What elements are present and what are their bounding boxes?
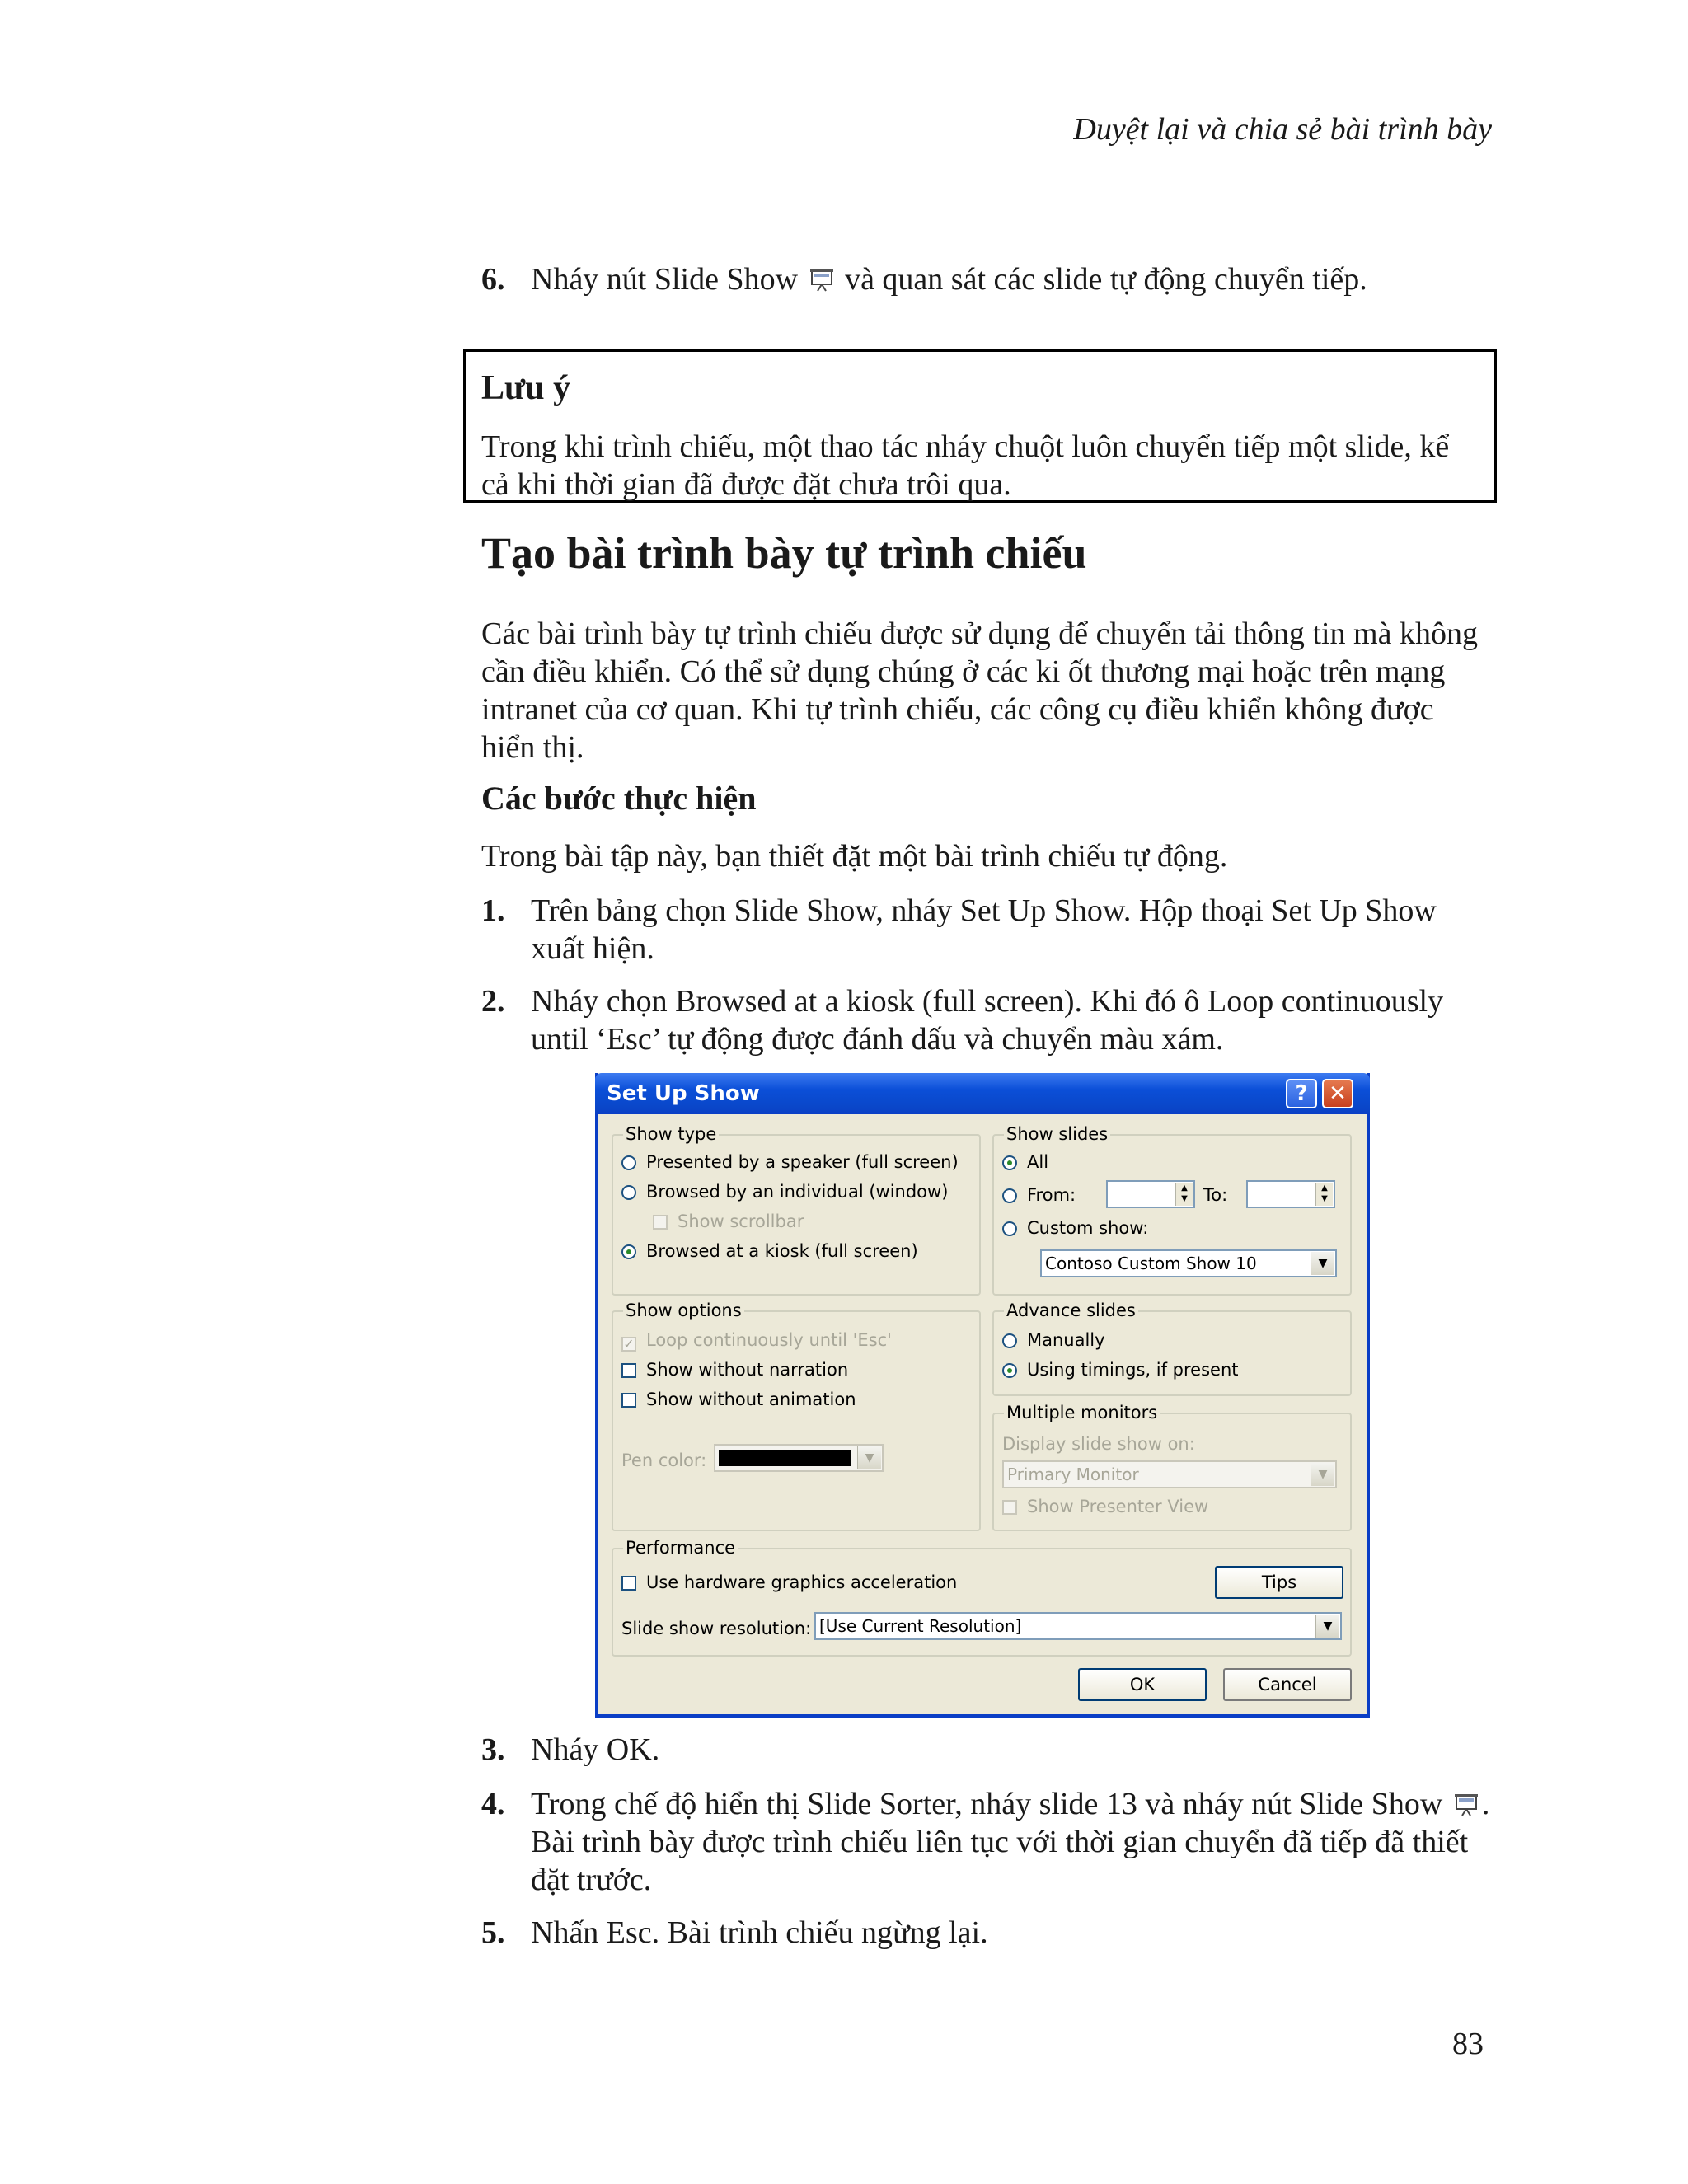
checkbox[interactable] (1002, 1500, 1017, 1515)
to-spinner[interactable] (1246, 1180, 1335, 1208)
radio-label: Browsed at a kiosk (full screen) (646, 1241, 918, 1261)
checkbox-label: Show Presenter View (1027, 1497, 1209, 1516)
step-text: Nháy OK. (531, 1732, 660, 1767)
dropdown-arrow-icon[interactable]: ▼ (857, 1446, 881, 1469)
radio-browsed-by-individual[interactable] (621, 1182, 948, 1202)
group-label: Multiple monitors (1004, 1403, 1160, 1422)
step-number: 4. (481, 1787, 505, 1821)
cancel-button[interactable]: Cancel (1223, 1668, 1352, 1701)
resolution-value: [Use Current Resolution] (819, 1616, 1022, 1636)
radio-label: From: (1027, 1185, 1076, 1205)
page-number: 83 (1452, 2027, 1484, 2061)
radio-manually[interactable] (1002, 1330, 1105, 1350)
checkbox[interactable]: ✓ (621, 1337, 636, 1352)
dropdown-arrow-icon[interactable]: ▼ (1315, 1615, 1339, 1638)
checkbox-loop-continuously[interactable] (621, 1330, 892, 1352)
step-text: Nháy chọn Browsed at a kiosk (full screen). Khi đó ô Loop continuously until ‘Esc’ tự động được đánh dấu và chuyển màu xám. (531, 984, 1444, 1057)
checkbox-without-animation[interactable] (621, 1390, 856, 1409)
step-number: 6. (481, 262, 505, 297)
ok-button[interactable]: OK (1078, 1668, 1207, 1701)
note-box (463, 349, 1497, 503)
group-label: Show type (623, 1124, 719, 1144)
custom-show-select[interactable] (1040, 1249, 1337, 1277)
monitor-select[interactable] (1002, 1460, 1337, 1488)
group-label: Show options (623, 1301, 744, 1320)
note-title: Lưu ý (481, 369, 571, 407)
radio-label: All (1027, 1152, 1049, 1172)
dialog-titlebar (595, 1073, 1370, 1114)
radio-label: Custom show: (1027, 1218, 1149, 1238)
radio-button[interactable] (621, 1185, 636, 1200)
checkbox-presenter-view[interactable] (1002, 1497, 1208, 1516)
close-button[interactable]: ✕ (1322, 1079, 1353, 1108)
step-number: 2. (481, 984, 505, 1019)
checkbox-label: Use hardware graphics acceleration (646, 1572, 958, 1592)
checkbox-label: Show without animation (646, 1390, 856, 1409)
checkbox-label: Show scrollbar (678, 1212, 804, 1231)
resolution-select[interactable] (814, 1612, 1342, 1640)
step-text: Nháy nút Slide Show (531, 262, 799, 297)
help-button[interactable]: ? (1286, 1079, 1317, 1108)
group-label: Advance slides (1004, 1301, 1138, 1320)
checkbox[interactable] (621, 1576, 636, 1591)
step-text: . Bài trình bày được trình chiếu liên tục với thời gian chuyển đã tiếp đã thiết đặt trước. (531, 1787, 1490, 1897)
set-up-show-dialog (595, 1073, 1370, 1718)
checkbox-label: Loop continuously until 'Esc' (646, 1330, 892, 1350)
from-spinner[interactable] (1106, 1180, 1195, 1208)
note-body: Trong khi trình chiếu, một thao tác nháy chuột luôn chuyển tiếp một slide, kể cả khi thời gian đã được đặt chưa trôi qua. (481, 429, 1450, 502)
radio-button[interactable] (621, 1155, 636, 1170)
checkbox-hardware-acceleration[interactable] (621, 1572, 957, 1592)
radio-button[interactable] (621, 1244, 636, 1259)
radio-from[interactable] (1002, 1185, 1076, 1205)
radio-browsed-at-kiosk[interactable] (621, 1241, 918, 1261)
slide-show-icon (1454, 1788, 1479, 1813)
group-label: Performance (623, 1538, 738, 1558)
step-5 (481, 1914, 1495, 1952)
checkbox[interactable] (653, 1215, 668, 1230)
running-header: Duyệt lại và chia sẻ bài trình bày (1073, 112, 1492, 147)
performance-group (612, 1538, 1352, 1657)
step-number: 1. (481, 893, 505, 928)
section-title: Tạo bài trình bày tự trình chiếu (481, 528, 1087, 578)
step-6 (481, 260, 1495, 298)
show-type-group (612, 1124, 981, 1296)
checkbox-without-narration[interactable] (621, 1360, 848, 1380)
exercise-text: Trong bài tập này, bạn thiết đặt một bài trình chiếu tự động. (481, 839, 1228, 874)
radio-custom-show[interactable] (1002, 1218, 1148, 1238)
checkbox-label: Show without narration (646, 1360, 849, 1380)
step-2 (481, 982, 1495, 1058)
pen-color-select[interactable] (714, 1444, 884, 1472)
multiple-monitors-group (992, 1403, 1352, 1531)
group-label: Show slides (1004, 1124, 1110, 1144)
spinner-arrows-icon[interactable]: ▲ ▼ (1175, 1183, 1193, 1206)
step-number: 5. (481, 1915, 505, 1950)
custom-show-value: Contoso Custom Show 10 (1045, 1254, 1257, 1273)
show-options-group (612, 1301, 981, 1531)
radio-button[interactable] (1002, 1155, 1017, 1170)
step-text: Nhấn Esc. Bài trình chiếu ngừng lại. (531, 1915, 988, 1950)
display-on-label: Display slide show on: (1002, 1434, 1195, 1454)
step-number: 3. (481, 1732, 505, 1767)
radio-label: Manually (1027, 1330, 1105, 1350)
radio-all-slides[interactable] (1002, 1152, 1048, 1172)
step-text: Trong chế độ hiển thị Slide Sorter, nháy slide 13 và nháy nút Slide Show (531, 1787, 1443, 1821)
show-slides-group (992, 1124, 1352, 1296)
dropdown-arrow-icon[interactable]: ▼ (1311, 1252, 1334, 1275)
section-intro: Các bài trình bày tự trình chiếu được sử dụng để chuyển tải thông tin mà không cần điều khiển. Có thể sử dụng chúng ở các ki ốt thương mại hoặc trên mạng intranet của cơ quan. Khi tự trình chiếu, các công cụ điều khiển không được hiển thị. (481, 616, 1478, 765)
step-4 (481, 1785, 1495, 1899)
monitor-value: Primary Monitor (1007, 1465, 1139, 1484)
slide-show-icon (809, 264, 834, 288)
checkbox[interactable] (621, 1393, 636, 1408)
pen-color-label: Pen color: (621, 1451, 707, 1470)
to-label: To: (1203, 1185, 1228, 1205)
radio-button[interactable] (1002, 1333, 1017, 1348)
radio-button[interactable] (1002, 1221, 1017, 1236)
dialog-title: Set Up Show (607, 1081, 760, 1106)
spinner-arrows-icon[interactable]: ▲ ▼ (1315, 1183, 1333, 1206)
pen-color-swatch (719, 1450, 851, 1466)
step-text: Trên bảng chọn Slide Show, nháy Set Up Show. Hộp thoại Set Up Show xuất hiện. (531, 893, 1437, 966)
step-1 (481, 892, 1495, 968)
checkbox-show-scrollbar[interactable] (653, 1212, 804, 1231)
advance-slides-group (992, 1301, 1352, 1396)
tips-button[interactable]: Tips (1215, 1566, 1343, 1599)
radio-label: Browsed by an individual (window) (646, 1182, 949, 1202)
steps-subtitle: Các bước thực hiện (481, 780, 757, 817)
checkbox[interactable] (621, 1363, 636, 1378)
radio-button[interactable] (1002, 1363, 1017, 1378)
radio-using-timings[interactable] (1002, 1360, 1238, 1380)
radio-presented-by-speaker[interactable] (621, 1152, 959, 1172)
resolution-label: Slide show resolution: (621, 1619, 812, 1638)
step-text: và quan sát các slide tự động chuyển tiếp. (845, 262, 1367, 297)
dropdown-arrow-icon[interactable]: ▼ (1311, 1463, 1334, 1486)
radio-label: Presented by a speaker (full screen) (646, 1152, 959, 1172)
radio-button[interactable] (1002, 1188, 1017, 1203)
radio-label: Using timings, if present (1027, 1360, 1239, 1380)
step-3 (481, 1731, 1495, 1769)
